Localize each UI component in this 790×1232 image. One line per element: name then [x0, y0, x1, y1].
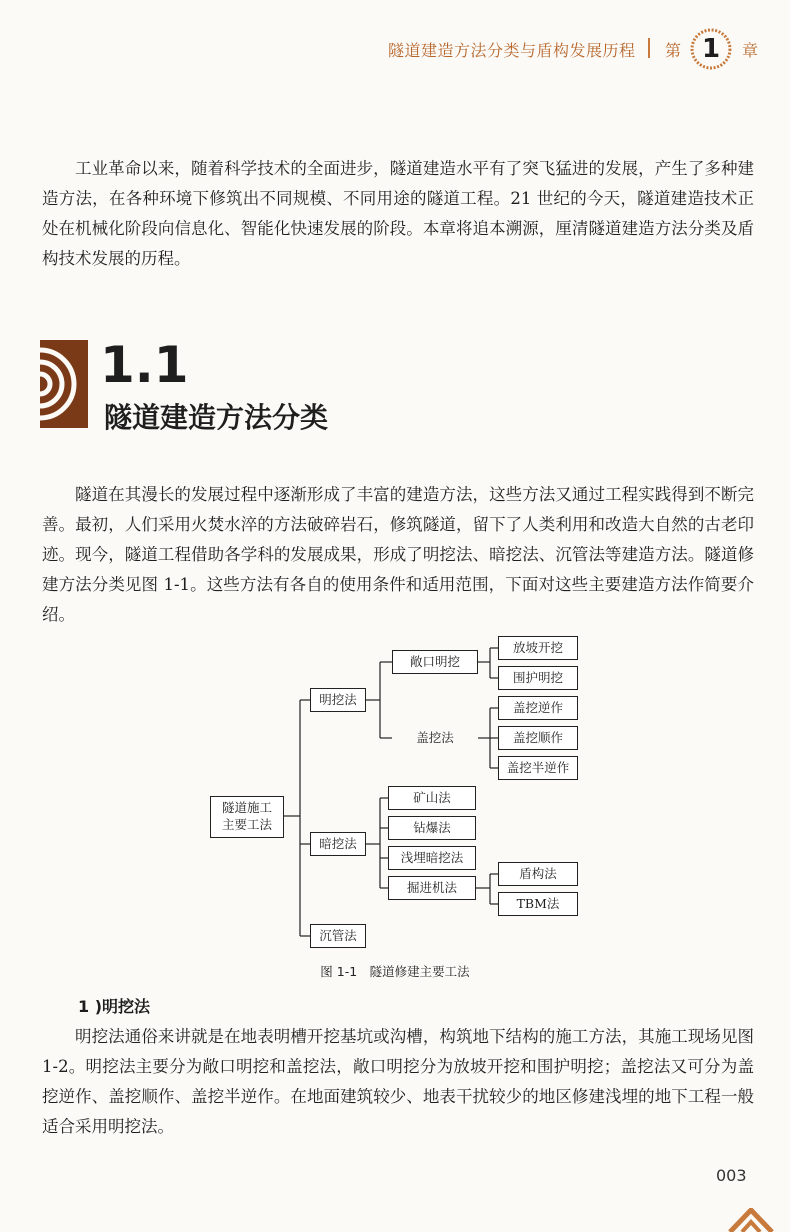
node-cover-semi-top-down: 盖挖半逆作	[498, 756, 578, 780]
figure-1-1-diagram	[200, 630, 600, 960]
node-shield-method: 盾构法	[498, 862, 578, 886]
chapter-suffix: 章	[742, 41, 759, 60]
intro-paragraph: 工业革命以来，随着科学技术的全面进步，隧道建造水平有了突飞猛进的发展，产生了多种建造方法，在各种环境下修筑出不同规模、不同用途的隧道工程。21 世纪的今天，隧道建造技术正处在机械化阶段向信息化、智能化快速发展的阶段。本章将追本溯源，厘清隧道建造方法分类及盾构技术发展的历程。	[42, 159, 754, 268]
node-mined-method: 暗挖法	[310, 832, 366, 856]
chapter-number: 1	[701, 34, 721, 64]
corner-triangle-icon	[726, 1208, 776, 1232]
subsection-heading: 1 )明挖法	[78, 997, 151, 1016]
node-cover-top-down: 盖挖逆作	[498, 696, 578, 720]
node-cover-bottom-up: 盖挖顺作	[498, 726, 578, 750]
node-immersed-tube-method: 沉管法	[310, 924, 366, 948]
node-slope-excavation: 放坡开挖	[498, 636, 578, 660]
section-paragraph: 隧道在其漫长的发展过程中逐渐形成了丰富的建造方法，这些方法又通过工程实践得到不断完善。最初，人们采用火焚水淬的方法破碎岩石，修筑隧道，留下了人类利用和改造大自然的古老印迹。现今，隧道工程借助各学科的发展成果，形成了明挖法、暗挖法、沉管法等建造方法。隧道修建方法分类见图 1-1。这些方法有各自的使用条件和适用范围，下面对这些主要建造方法作简要介绍。	[42, 485, 754, 624]
header-separator	[648, 38, 650, 58]
node-cover-cut: 盖挖法	[416, 729, 454, 745]
node-mining-method: 矿山法	[388, 786, 476, 810]
node-open-excavation: 敞口明挖	[392, 650, 478, 674]
node-supported-excavation: 围护明挖	[498, 666, 578, 690]
chapter-prefix: 第	[665, 41, 682, 60]
section-title: 隧道建造方法分类	[104, 401, 329, 434]
figure-caption: 图 1-1 隧道修建主要工法	[320, 964, 470, 979]
node-tunnel-boring: 掘进机法	[388, 876, 476, 900]
node-tbm-method: TBM法	[498, 892, 578, 916]
node-open-cut-method: 明挖法	[310, 688, 366, 712]
subsection-paragraph: 明挖法通俗来讲就是在地表明槽开挖基坑或沟槽，构筑地下结构的施工方法，其施工现场见图 1-2。明挖法主要分为敞口明挖和盖挖法，敞口明挖分为放坡开挖和围护明挖；盖挖法又可分为盖挖逆作、盖挖顺作、盖挖半逆作。在地面建筑较少、地表干扰较少的地区修建浅埋的地下工程一般适合采用明挖法。	[42, 1027, 754, 1136]
node-shallow-mined: 浅埋暗挖法	[388, 846, 476, 870]
running-title: 隧道建造方法分类与盾构发展历程	[388, 41, 636, 60]
page-number: 003	[716, 1166, 747, 1185]
node-root: 隧道施工 主要工法	[210, 796, 284, 838]
page-header	[0, 0, 790, 78]
node-drill-blast: 钻爆法	[388, 816, 476, 840]
section-emblem-icon	[40, 340, 88, 428]
section-number: 1.1	[100, 336, 189, 394]
